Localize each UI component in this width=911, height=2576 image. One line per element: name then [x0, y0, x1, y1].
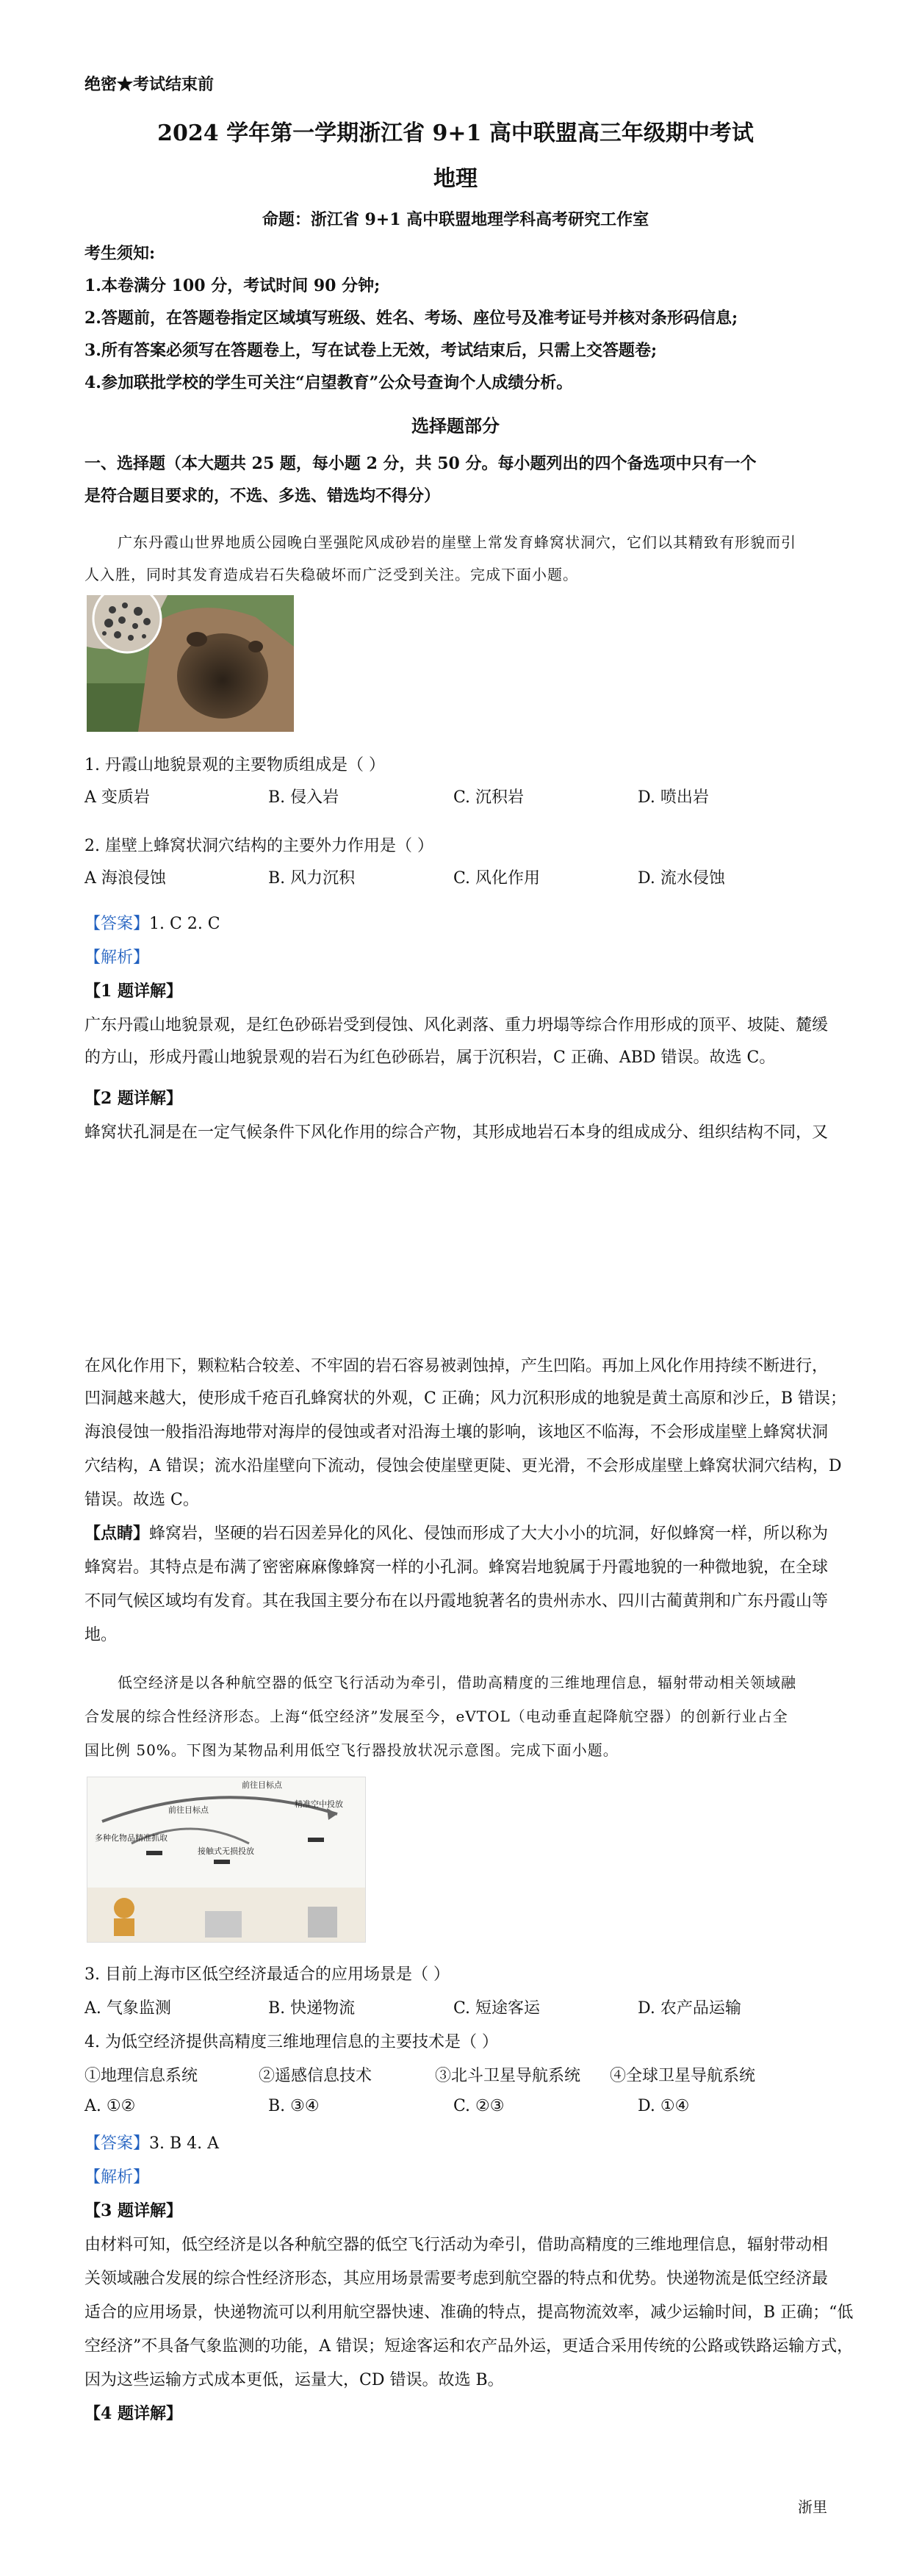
analysis-label: 【解析】: [84, 949, 150, 967]
detail-1-label: 【1 题详解】: [84, 982, 182, 1001]
answer-label: 【答案】: [84, 2134, 150, 2153]
tip-text: 地。: [84, 1626, 118, 1644]
detail-3-text: 由材料可知，低空经济是以各种航空器的低空飞行活动为牵引，借助高精度的三维地理信息，辐射带动相: [84, 2236, 829, 2254]
detail-3-text: 空经济”不具备气象监测的功能，A 错误；短途客运和农产品外运，更适合采用传统的公路或铁路运输方式，: [84, 2337, 854, 2356]
detail-2-text: 在风化作用下，颗粒粘合较差、不牢固的岩石容易被剥蚀掉，产生凹陷。再加上风化作用持续不断进行，: [84, 1357, 829, 1375]
secret-label: 绝密★考试结束前: [84, 75, 215, 94]
tip-label: 【点睛】: [84, 1524, 150, 1543]
section-title: 选择题部分: [411, 415, 500, 436]
figure-label: 前往目标点: [168, 1805, 209, 1815]
group2-stem: 合发展的综合性经济形态。上海“低空经济”发展至今，eVTOL（电动垂直起降航空器）的创新行业占全: [84, 1708, 788, 1725]
notice-heading: 考生须知:: [84, 244, 156, 263]
notice-item: 3.所有答案必须写在答题卷上，写在试卷上无效，考试结束后，只需上交答题卷;: [84, 341, 658, 360]
q4-item: ③北斗卫星导航系统: [435, 2067, 581, 2085]
detail-3-label: 【3 题详解】: [84, 2201, 182, 2220]
q4-item: ④全球卫星导航系统: [610, 2067, 756, 2085]
q1-option-d[interactable]: D. 喷出岩: [638, 788, 709, 807]
detail-4-label: 【4 题详解】: [84, 2404, 182, 2423]
section-intro: 一、选择题（本大题共 25 题，每小题 2 分，共 50 分。每小题列出的四个备选项中只有一个: [84, 454, 757, 473]
figure-label: 前往目标点: [242, 1780, 282, 1790]
detail-2-text: 凹洞越来越大，使形成千疮百孔蜂窝状的外观，C 正确；风力沉积形成的地貌是黄土高原和沙丘，B 错误；: [84, 1389, 846, 1408]
answer-block-1: [84, 911, 220, 934]
q2-option-a[interactable]: A 海浪侵蚀: [84, 869, 166, 888]
q3-option-a[interactable]: A. 气象监测: [84, 1999, 171, 2018]
q2-option-d[interactable]: D. 流水侵蚀: [638, 869, 725, 888]
answer-values: 1. C 2. C: [149, 915, 220, 933]
drone-diagram: [87, 1777, 366, 1943]
q3-option-c[interactable]: C. 短途客运: [453, 1999, 541, 2018]
group2-stem: 低空经济是以各种航空器的低空飞行活动为牵引，借助高精度的三维地理信息，辐射带动相关领域融: [118, 1674, 796, 1691]
q2-option-b[interactable]: B. 风力沉积: [268, 869, 356, 888]
section-intro: 是符合题目要求的，不选、多选、错选均不得分）: [84, 486, 441, 506]
detail-2-text: 蜂窝状孔洞是在一定气候条件下风化作用的综合产物，其形成地岩石本身的组成成分、组织结构不同，又: [84, 1123, 829, 1142]
cliff-photo: [87, 595, 294, 732]
tip-text: 不同气候区域均有发育。其在我国主要分布在以丹霞地貌著名的贵州赤水、四川古蔺黄荆和广东丹霞山等: [84, 1592, 829, 1611]
subject-title: 地理: [433, 166, 478, 192]
footer-mark: 浙里: [798, 2498, 827, 2516]
question-1: 1. 丹霞山地貌景观的主要物质组成是（ ）: [84, 756, 385, 774]
q4-option-a[interactable]: A. ①②: [84, 2097, 136, 2115]
q1-option-b[interactable]: B. 侵入岩: [268, 788, 339, 807]
detail-3-text: 适合的应用场景，快递物流可以利用航空器快速、准确的特点，提高物流效率，减少运输时间，B 正确；“低: [84, 2303, 854, 2322]
q1-option-a[interactable]: A 变质岩: [84, 788, 150, 807]
group1-stem: 广东丹霞山世界地质公园晚白垩强陀风成砂岩的崖壁上常发育蜂窝状洞穴，它们以其精致有形貌而引: [118, 533, 796, 551]
q4-option-d[interactable]: D. ①④: [638, 2097, 690, 2115]
notice-item: 1.本卷满分 100 分，考试时间 90 分钟;: [84, 276, 381, 295]
figure-label: 精准空中投放: [295, 1799, 343, 1809]
q4-option-c[interactable]: C. ②③: [453, 2097, 505, 2115]
figure-label: 多种化物品精准抓取: [95, 1833, 168, 1843]
answer-block-2: [84, 2131, 219, 2154]
tip-text: 蜂窝岩。其特点是布满了密密麻麻像蜂窝一样的小孔洞。蜂窝岩地貌属于丹霞地貌的一种微地貌，在全球: [84, 1558, 829, 1577]
question-4: 4. 为低空经济提供高精度三维地理信息的主要技术是（ ）: [84, 2033, 498, 2051]
q3-option-d[interactable]: D. 农产品运输: [638, 1999, 741, 2018]
question-2: 2. 崖壁上蜂窝状洞穴结构的主要外力作用是（ ）: [84, 837, 433, 855]
group1-stem: 人入胜，同时其发育造成岩石失稳破坏而广泛受到关注。完成下面小题。: [84, 566, 578, 583]
q4-item: ②遥感信息技术: [259, 2067, 372, 2085]
detail-2-text: 错误。故选 C。: [84, 1491, 199, 1509]
tip-text: 蜂窝岩，坚硬的岩石因差异化的风化、侵蚀而形成了大大小小的坑洞，好似蜂窝一样，所以称为: [149, 1525, 829, 1543]
detail-2-text: 海浪侵蚀一般指沿海地带对海岸的侵蚀或者对沿海土壤的影响，该地区不临海，不会形成崖壁上蜂窝状洞: [84, 1423, 829, 1442]
question-3: 3. 目前上海市区低空经济最适合的应用场景是（ ）: [84, 1965, 450, 1984]
answer-label: 【答案】: [84, 915, 150, 933]
notice-item: 4.参加联批学校的学生可关注“启望教育”公众号查询个人成绩分析。: [84, 373, 573, 392]
analysis-label: 【解析】: [84, 2168, 150, 2187]
answer-values: 3. B 4. A: [149, 2134, 220, 2153]
group2-stem: 国比例 50%。下图为某物品利用低空飞行器投放状况示意图。完成下面小题。: [84, 1741, 619, 1759]
notice-item: 2.答题前，在答题卷指定区域填写班级、姓名、考场、座位号及准考证号并核对条形码信息;: [84, 309, 738, 328]
detail-1-text: 广东丹霞山地貌景观，是红色砂砾岩受到侵蚀、风化剥落、重力坍塌等综合作用形成的顶平、坡陡、麓缓: [84, 1016, 829, 1035]
q3-option-b[interactable]: B. 快递物流: [268, 1999, 356, 2018]
q2-option-c[interactable]: C. 风化作用: [453, 869, 541, 888]
detail-1-text: 的方山，形成丹霞山地貌景观的岩石为红色砂砾岩，属于沉积岩，C 正确、ABD 错误。故选 C。: [84, 1048, 776, 1067]
q4-option-b[interactable]: B. ③④: [268, 2097, 320, 2115]
detail-3-text: 因为这些运输方式成本更低，运量大，CD 错误。故选 B。: [84, 2371, 504, 2389]
tip-block: [84, 1521, 828, 1544]
figure-label: 接触式无损投放: [198, 1846, 254, 1856]
author-line: 命题：浙江省 9+1 高中联盟地理学科高考研究工作室: [262, 210, 649, 229]
detail-3-text: 关领域融合发展的综合性经济形态，其应用场景需要考虑到航空器的特点和优势。快递物流是低空经济最: [84, 2270, 829, 2288]
q1-option-c[interactable]: C. 沉积岩: [453, 788, 525, 807]
detail-2-label: 【2 题详解】: [84, 1089, 182, 1108]
detail-2-text: 穴结构，A 错误；流水沿崖壁向下流动，侵蚀会使崖壁更陡、更光滑，不会形成崖壁上蜂窝状洞穴结构，D: [84, 1457, 842, 1475]
exam-title: 2024 学年第一学期浙江省 9+1 高中联盟高三年级期中考试: [157, 120, 754, 146]
q4-item: ①地理信息系统: [84, 2067, 198, 2085]
